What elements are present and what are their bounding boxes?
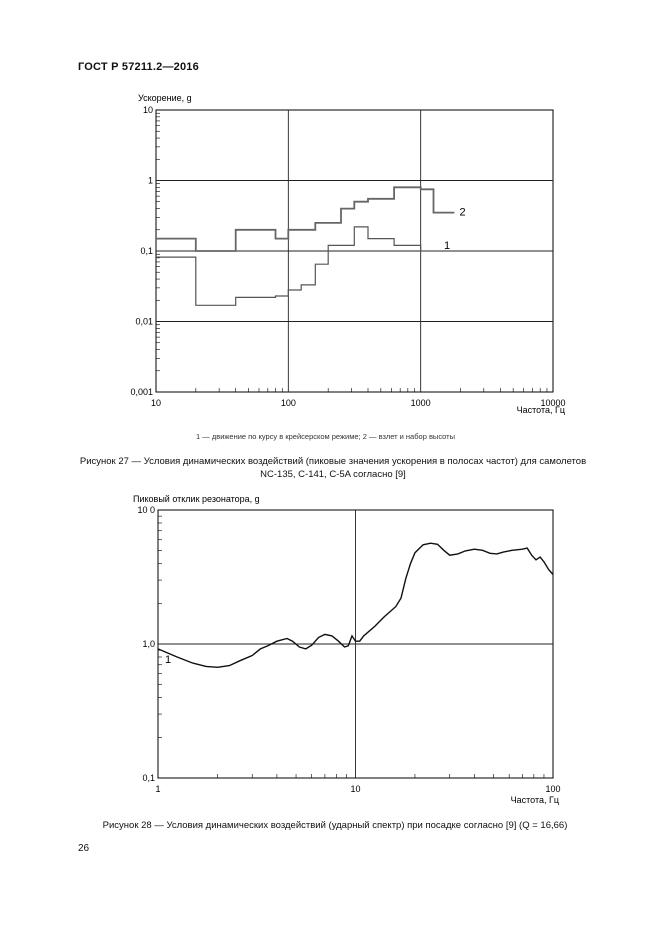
series-2-line [156,187,454,251]
figure-28-chart [0,485,661,815]
figure-27-legend: 1 — движение по курсу в крейсерском режиме; 2 — взлет и набор высоты [196,432,455,441]
x-tick-label: 100 [545,784,561,794]
series-1-line [156,227,440,305]
series-2-label: 2 [459,206,466,219]
y-tick-label: 0,1 [142,773,155,783]
x-tick-label: 10000 [540,398,566,408]
chart2-grid [158,510,553,778]
y-tick-label: 1,0 [142,639,155,649]
y-tick-label: 0,001 [130,387,153,397]
series-1-label: 1 [165,653,172,666]
document-code-header: ГОСТ Р 57211.2—2016 [78,61,199,73]
chart1-xlabel: Частота, Гц [516,405,565,415]
series-1-label: 1 [444,240,451,252]
figure-28-caption-text: Рисунок 28 — Условия динамических воздействий (ударный спектр) при посадке согласно [9] (Q = 16,66) [102,820,568,831]
y-tick-label: 0,1 [140,246,153,256]
y-tick-label: 10 0 [137,505,155,515]
x-tick-label: 1 [155,784,161,794]
chart2-series-labels [165,654,171,666]
y-tick-label: 0,01 [135,316,153,327]
figure-27-chart [0,80,661,520]
figure-27-caption-line1: Рисунок 27 — Условия динамических воздействий (пиковые значения ускорения в полосах частот) для самолетов [79,456,587,467]
chart1-ylabel: Ускорение, g [138,93,192,103]
chart1-series [156,187,454,305]
page-number: 26 [78,843,90,854]
chart2-tick-labels [137,505,560,794]
figure-28-caption [70,819,600,832]
x-tick-label: 100 [280,398,296,408]
chart2-ylabel: Пиковый отклик резонатора, g [133,494,260,504]
figure-27-caption-line2: NC-135, C-141, C-5A согласно [9] [260,469,406,480]
x-tick-label: 10 [150,398,162,408]
y-tick-label: 1 [147,175,153,186]
chart2-xlabel: Частота, Гц [510,795,559,805]
y-tick-label: 10 [142,105,153,115]
x-tick-label: 1000 [410,398,431,408]
x-tick-label: 10 [350,784,361,794]
